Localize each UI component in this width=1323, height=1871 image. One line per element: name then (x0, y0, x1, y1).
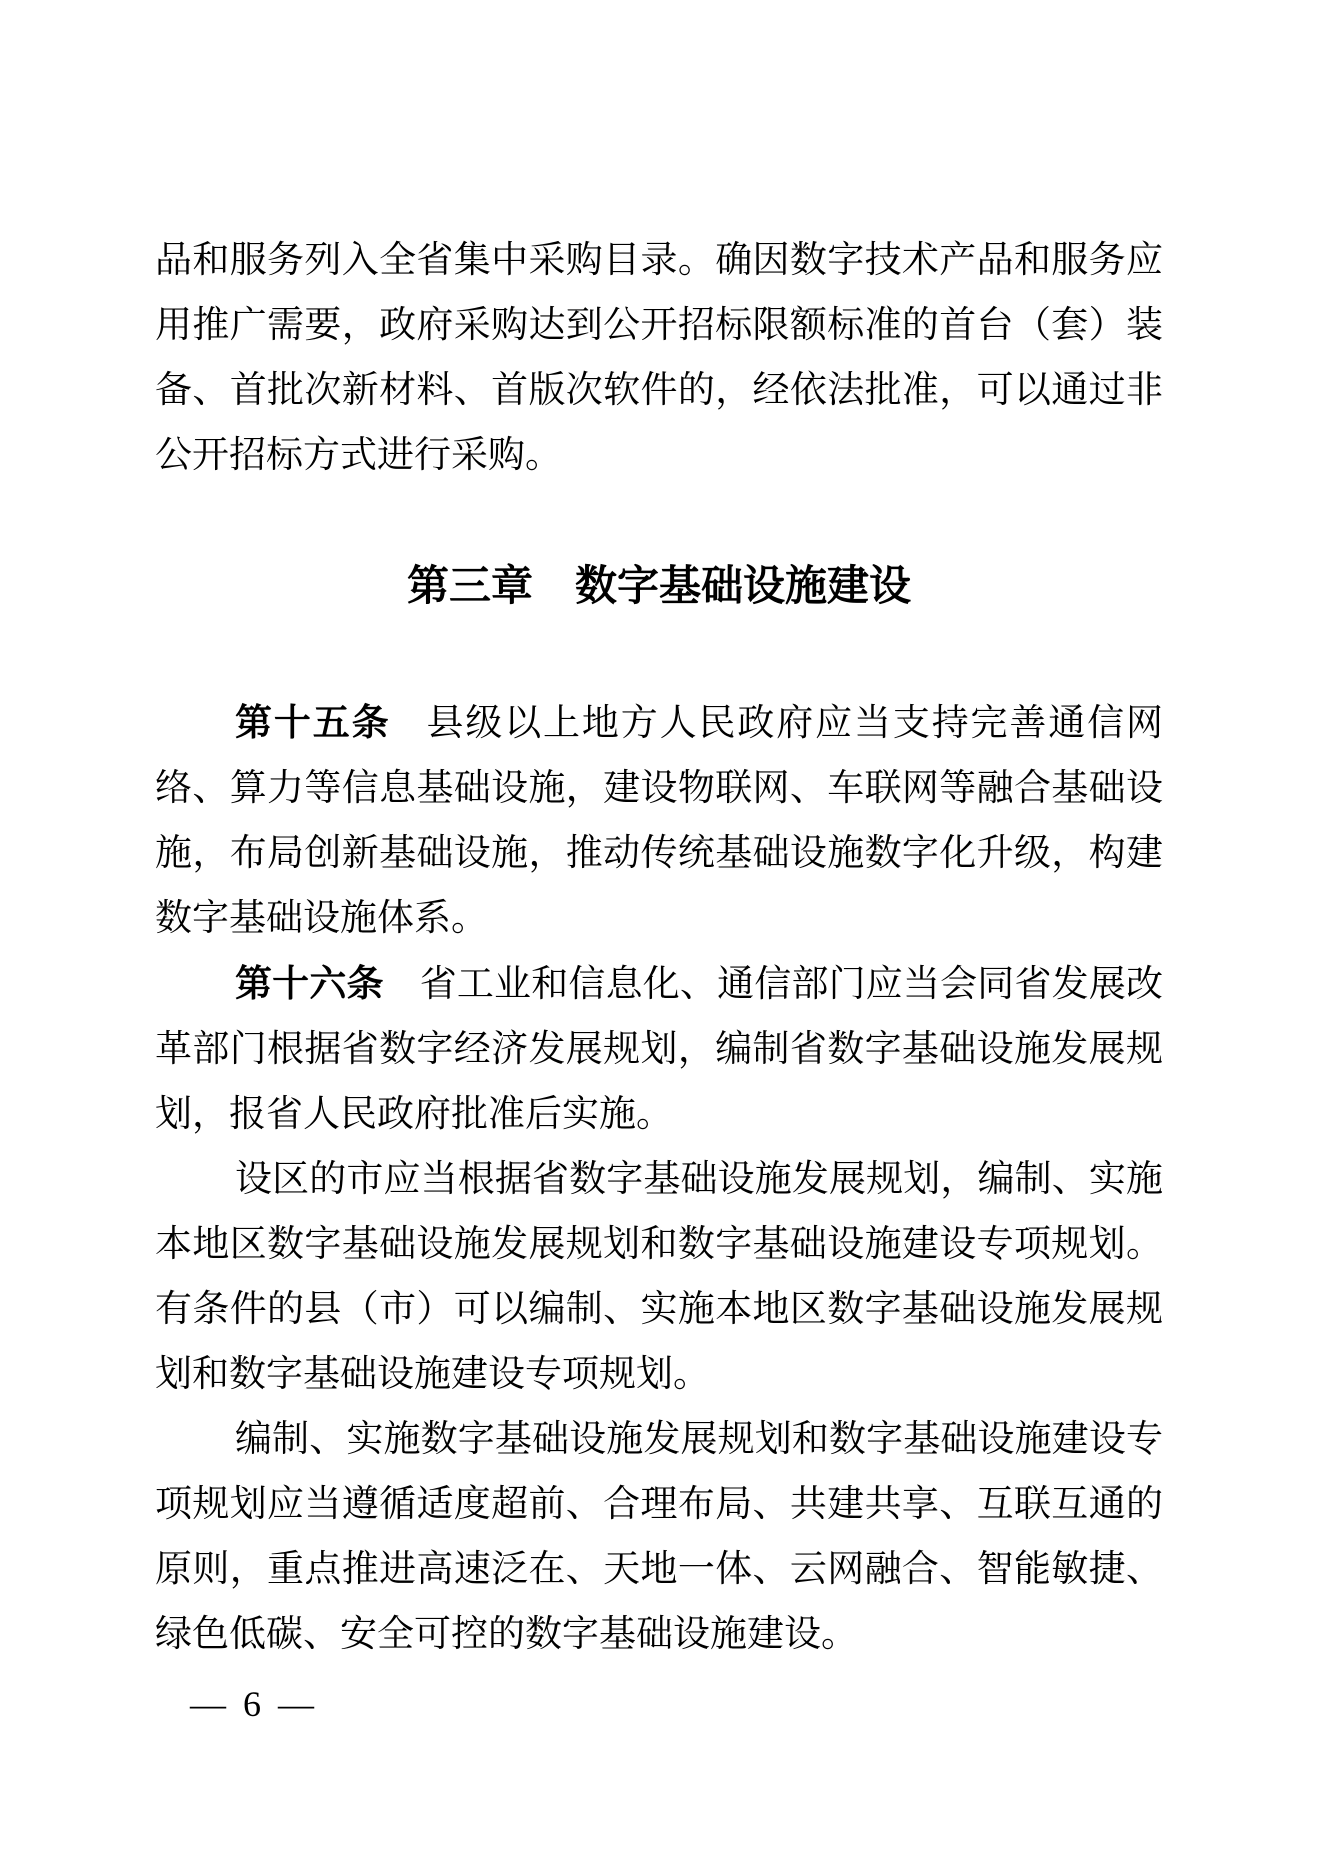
article-16-paragraph (155, 951, 1163, 1147)
article-15-text: 县级以上地方人民政府应当支持完善通信网络、算力等信息基础设施，建设物联网、车联网等融合基础设施，布局创新基础设施，推动传统基础设施数字化升级，构建数字基础设施体系。 (155, 703, 1164, 939)
chapter-heading: 第三章 数字基础设施建设 (406, 562, 911, 609)
body-text (155, 228, 1163, 1667)
continuation-paragraph: 品和服务列入全省集中采购目录。确因数字技术产品和服务应用推广需要，政府采购达到公开招标限额标准的首台（套）装备、首批次新材料、首版次软件的，经依法批准，可以通过非公开招标方式进行采购。 (155, 240, 1163, 476)
article-15-label: 第十五条 (235, 702, 391, 743)
article-16-label: 第十六条 (235, 963, 384, 1004)
sub-paragraph-2: 编制、实施数字基础设施发展规划和数字基础设施建设专项规划应当遵循适度超前、合理布局、共建共享、互联互通的原则，重点推进高速泛在、天地一体、云网融合、智能敏捷、绿色低碳、安全可控的数字基础设施建设。 (155, 1419, 1163, 1655)
sub-paragraph-1: 设区的市应当根据省数字基础设施发展规划，编制、实施本地区数字基础设施发展规划和数字基础设施建设专项规划。有条件的县（市）可以编制、实施本地区数字基础设施发展规划和数字基础设施建设专项规划。 (155, 1159, 1163, 1395)
page-number: — 6 — (190, 1684, 318, 1724)
article-16-text: 省工业和信息化、通信部门应当会同省发展改革部门根据省数字经济发展规划，编制省数字基础设施发展规划，报省人民政府批准后实施。 (155, 964, 1164, 1135)
article-15-paragraph (155, 690, 1163, 951)
